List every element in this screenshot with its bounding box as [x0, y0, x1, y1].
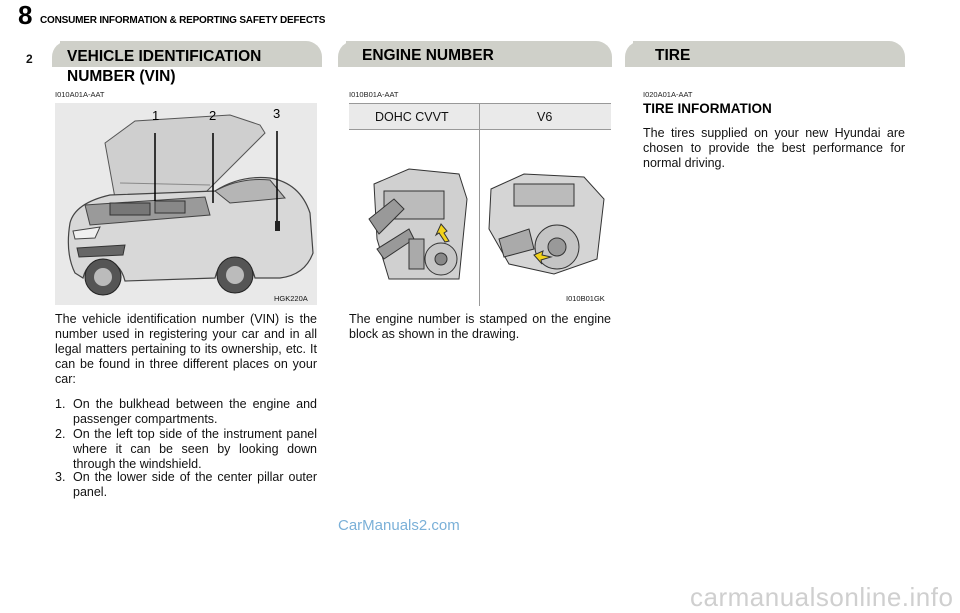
list-text: On the left top side of the instrument panel where it can be seen by looking down through the windshield. — [73, 427, 317, 471]
vin-callout-1: 1 — [152, 108, 160, 123]
tire-section-title: TIRE — [655, 47, 691, 64]
tire-text: The tires supplied on your new Hyundai are chosen to provide the best performance for normal driving. — [643, 126, 905, 170]
engine-figure-caption: I010B01GK — [566, 294, 605, 303]
vin-car-figure — [55, 103, 317, 305]
engine-illustrations — [349, 129, 611, 306]
list-text: On the bulkhead between the engine and passenger compartments. — [73, 397, 317, 426]
list-number: 1. — [55, 397, 66, 411]
chapter-number: 8 — [18, 0, 33, 30]
vin-list-item — [55, 470, 317, 500]
list-number: 3. — [55, 470, 66, 484]
site-watermark: CarManuals2.com — [338, 517, 460, 534]
engine-figure — [349, 103, 611, 306]
tire-subheading: TIRE INFORMATION — [643, 101, 772, 116]
chapter-title: CONSUMER INFORMATION & REPORTING SAFETY DEFECTS — [40, 15, 326, 26]
vin-intro: The vehicle identification number (VIN) is the number used in registering your car and in all legal matters pertaining to its ownership, etc. It can be found in three different places on your car: — [55, 312, 317, 386]
vin-list-item — [55, 427, 317, 472]
vin-figure-caption: HGK220A — [274, 294, 308, 303]
vin-list-item — [55, 397, 317, 427]
engine-col2-label: V6 — [537, 110, 553, 124]
tire-code: I020A01A-AAT — [643, 90, 693, 99]
page-number: 2 — [26, 52, 33, 66]
list-number: 2. — [55, 427, 66, 441]
vin-section-title: VEHICLE IDENTIFICATION NUMBER (VIN) — [67, 48, 262, 85]
engine-text: The engine number is stamped on the engine block as shown in the drawing. — [349, 312, 611, 341]
list-text: On the lower side of the center pillar outer panel. — [73, 470, 317, 499]
bottom-watermark: carmanualsonline.info — [690, 582, 954, 612]
vin-code: I010A01A-AAT — [55, 90, 105, 99]
engine-section-title: ENGINE NUMBER — [362, 47, 494, 64]
vin-callout-2: 2 — [209, 108, 217, 123]
engine-col1-label: DOHC CVVT — [375, 110, 449, 124]
car-illustration — [55, 103, 317, 305]
vin-callout-3: 3 — [273, 106, 281, 121]
engine-code: I010B01A-AAT — [349, 90, 399, 99]
